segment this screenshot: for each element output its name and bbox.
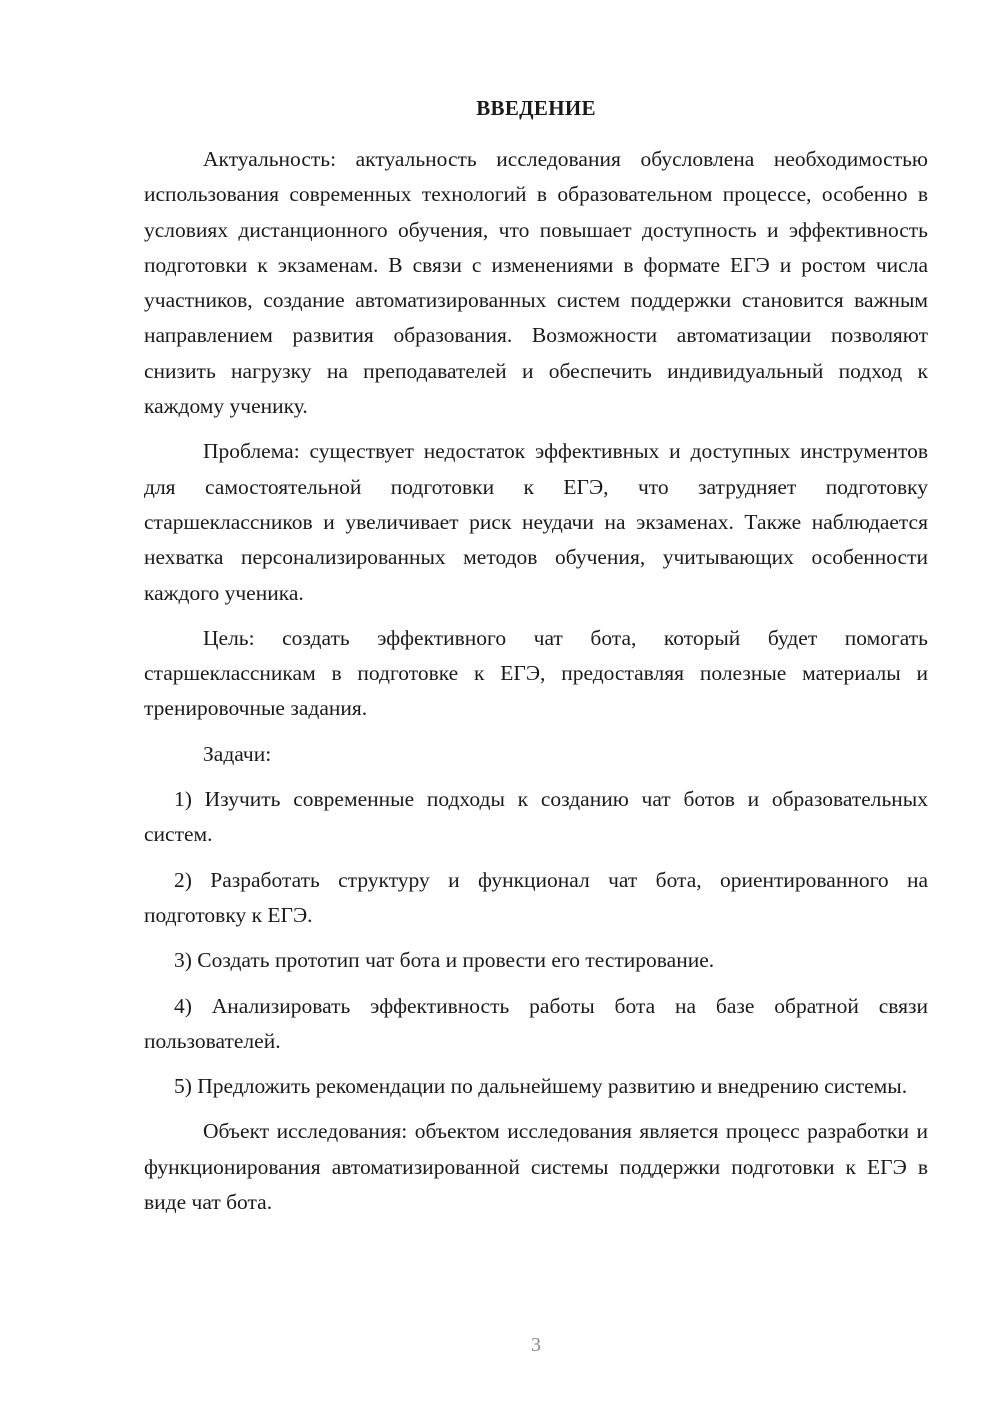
task-item: 5) Предложить рекомендации по дальнейшему развитию и внедрению системы.: [174, 1074, 908, 1099]
task-item: 4) Анализировать эффективность работы бота на базе обратной связи пользователей.: [144, 993, 928, 1053]
task-item: 1) Изучить современные подходы к созданию чат ботов и образовательных систем.: [144, 787, 928, 847]
page-title: ВВЕДЕНИЕ: [476, 96, 596, 120]
problem-paragraph: Проблема: существует недостаток эффективных и доступных инструментов для самостоятельной подготовки к ЕГЭ, что затрудняет подготовку старшеклассников и увеличивает риск неудачи на экзаменах. Также наблюдается нехватка персонализированных методов обучения, учитывающих особенности каждого ученика.: [144, 439, 928, 605]
object-paragraph: Объект исследования: объектом исследования является процесс разработки и функционирования автоматизированной системы поддержки подготовки к ЕГЭ в виде чат бота.: [144, 1119, 928, 1215]
task-item: 3) Создать прототип чат бота и провести его тестирование.: [174, 948, 715, 973]
page-number: 3: [531, 1334, 541, 1356]
document-body: [144, 142, 928, 1230]
goal-paragraph: Цель: создать эффективного чат бота, который будет помогать старшеклассникам в подготовке к ЕГЭ, предоставляя полезные материалы и тренировочные задания.: [144, 625, 928, 721]
tasks-label: Задачи:: [203, 741, 272, 766]
task-item: 2) Разработать структуру и функционал чат бота, ориентированного на подготовку к ЕГЭ.: [144, 867, 928, 927]
relevance-paragraph: Актуальность: актуальность исследования обусловлена необходимостью использования современных технологий в образовательном процессе, особенно в условиях дистанционного обучения, что повышает доступность и эффективность подготовки к экзаменам. В связи с изменениями в формате ЕГЭ и ростом числа участников, создание автоматизированных систем поддержки становится важным направлением развития образования. Возможности автоматизации позволяют снизить нагрузку на преподавателей и обеспечить индивидуальный подход к каждому ученику.: [144, 147, 928, 419]
